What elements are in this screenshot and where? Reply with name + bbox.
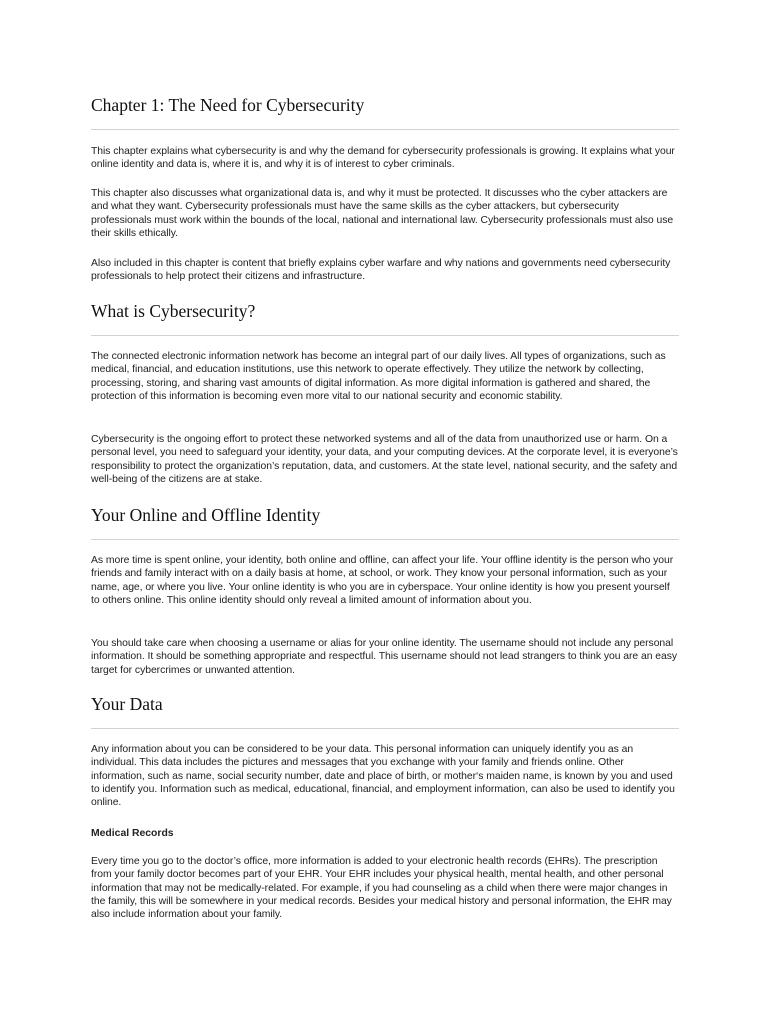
- paragraph: Also included in this chapter is content that briefly explains cyber warfare and why nations and governments need cybersecurity professionals to help protect their citizens and infrastructure.: [91, 258, 671, 283]
- subheading: Medical Records: [91, 828, 174, 839]
- chapter-title: Chapter 1: The Need for Cybersecurity: [91, 95, 365, 115]
- section-divider: [91, 539, 679, 540]
- paragraph: As more time is spent online, your identity, both online and offline, can affect your life. Your offline identity is the person who your friends and family interact with on a daily basis at home, at school, or work. They know your personal information, such as your name, age, or where you live. Your online identity is who you are in cyberspace. Your online identity is how you present yourself to others online. This online identity should only reveal a limited amount of information about you.: [91, 555, 674, 606]
- section-your-data: [91, 693, 679, 715]
- chapter-intro-paragraph-1: [91, 145, 679, 172]
- section-1-paragraph-1: [91, 350, 679, 403]
- paragraph: The connected electronic information network has become an integral part of our daily lives. All types of organizations, such as medical, financial, and education institutions, use this network to operate effectively. They utilize the network by collecting, processing, storing, and sharing vast amounts of digital information. As more digital information is gathered and shared, the protection of this information is becoming even more vital to our national security and economic stability.: [91, 351, 666, 402]
- chapter-title-block: [91, 94, 679, 116]
- section-2-paragraph-2: [91, 637, 679, 677]
- section-3-sub-paragraph-1: [91, 855, 679, 921]
- section-title: Your Data: [91, 694, 163, 714]
- paragraph: Every time you go to the doctor’s office, more information is added to your electronic health records (EHRs). The prescription from your family doctor becomes part of your EHR. Your EHR includes your physical health, mental health, and other personal information that may not be medically-related. For example, if you had counseling as a child when there were major changes in the family, this will be somewhere in your medical records. Besides your medical history and personal information, the EHR may also include information about your family.: [91, 856, 672, 921]
- chapter-divider: [91, 129, 679, 130]
- section-1-paragraph-2: [91, 433, 679, 486]
- paragraph: This chapter explains what cybersecurity is and why the demand for cybersecurity professionals is growing. It explains what your online identity and data is, where it is, and why it is of interest to cyber criminals.: [91, 146, 675, 171]
- chapter-intro-paragraph-2: [91, 187, 679, 240]
- section-what-is-cybersecurity: [91, 300, 679, 322]
- medical-records-subheading-block: [91, 827, 679, 840]
- section-2-paragraph-1: [91, 554, 679, 607]
- section-online-offline-identity: [91, 504, 679, 526]
- paragraph: You should take care when choosing a username or alias for your online identity. The username should not include any personal information. It should be something appropriate and respectful. This username should not lead strangers to think you are an easy target for cybercrimes or unwanted attention.: [91, 638, 678, 676]
- paragraph: Any information about you can be considered to be your data. This personal information can uniquely identify you as an individual. This data includes the pictures and messages that you exchange with your family and friends online. Other information, such as name, social security number, date and place of birth, or mother‘s maiden name, is known by you and used to identify you. Information such as medical, educational, financial, and employment information, can also be used to identify you online.: [91, 744, 675, 809]
- section-title: What is Cybersecurity?: [91, 301, 256, 321]
- paragraph: Cybersecurity is the ongoing effort to protect these networked systems and all of the data from unauthorized use or harm. On a personal level, you need to safeguard your identity, your data, and your computing devices. At the corporate level, it is everyone’s responsibility to protect the organization’s reputation, data, and customers. At the state level, national security, and the safety and well-being of the citizens are at stake.: [91, 434, 678, 485]
- section-divider: [91, 728, 679, 729]
- chapter-intro-paragraph-3: [91, 257, 679, 284]
- section-title: Your Online and Offline Identity: [91, 505, 321, 525]
- paragraph: This chapter also discusses what organizational data is, and why it must be protected. It discusses who the cyber attackers are and what they want. Cybersecurity professionals must have the same skills as the cyber attackers, but cybersecurity professionals must work within the bounds of the local, national and international law. Cybersecurity professionals must also use their skills ethically.: [91, 188, 674, 239]
- section-3-paragraph-1: [91, 743, 679, 809]
- section-divider: [91, 335, 679, 336]
